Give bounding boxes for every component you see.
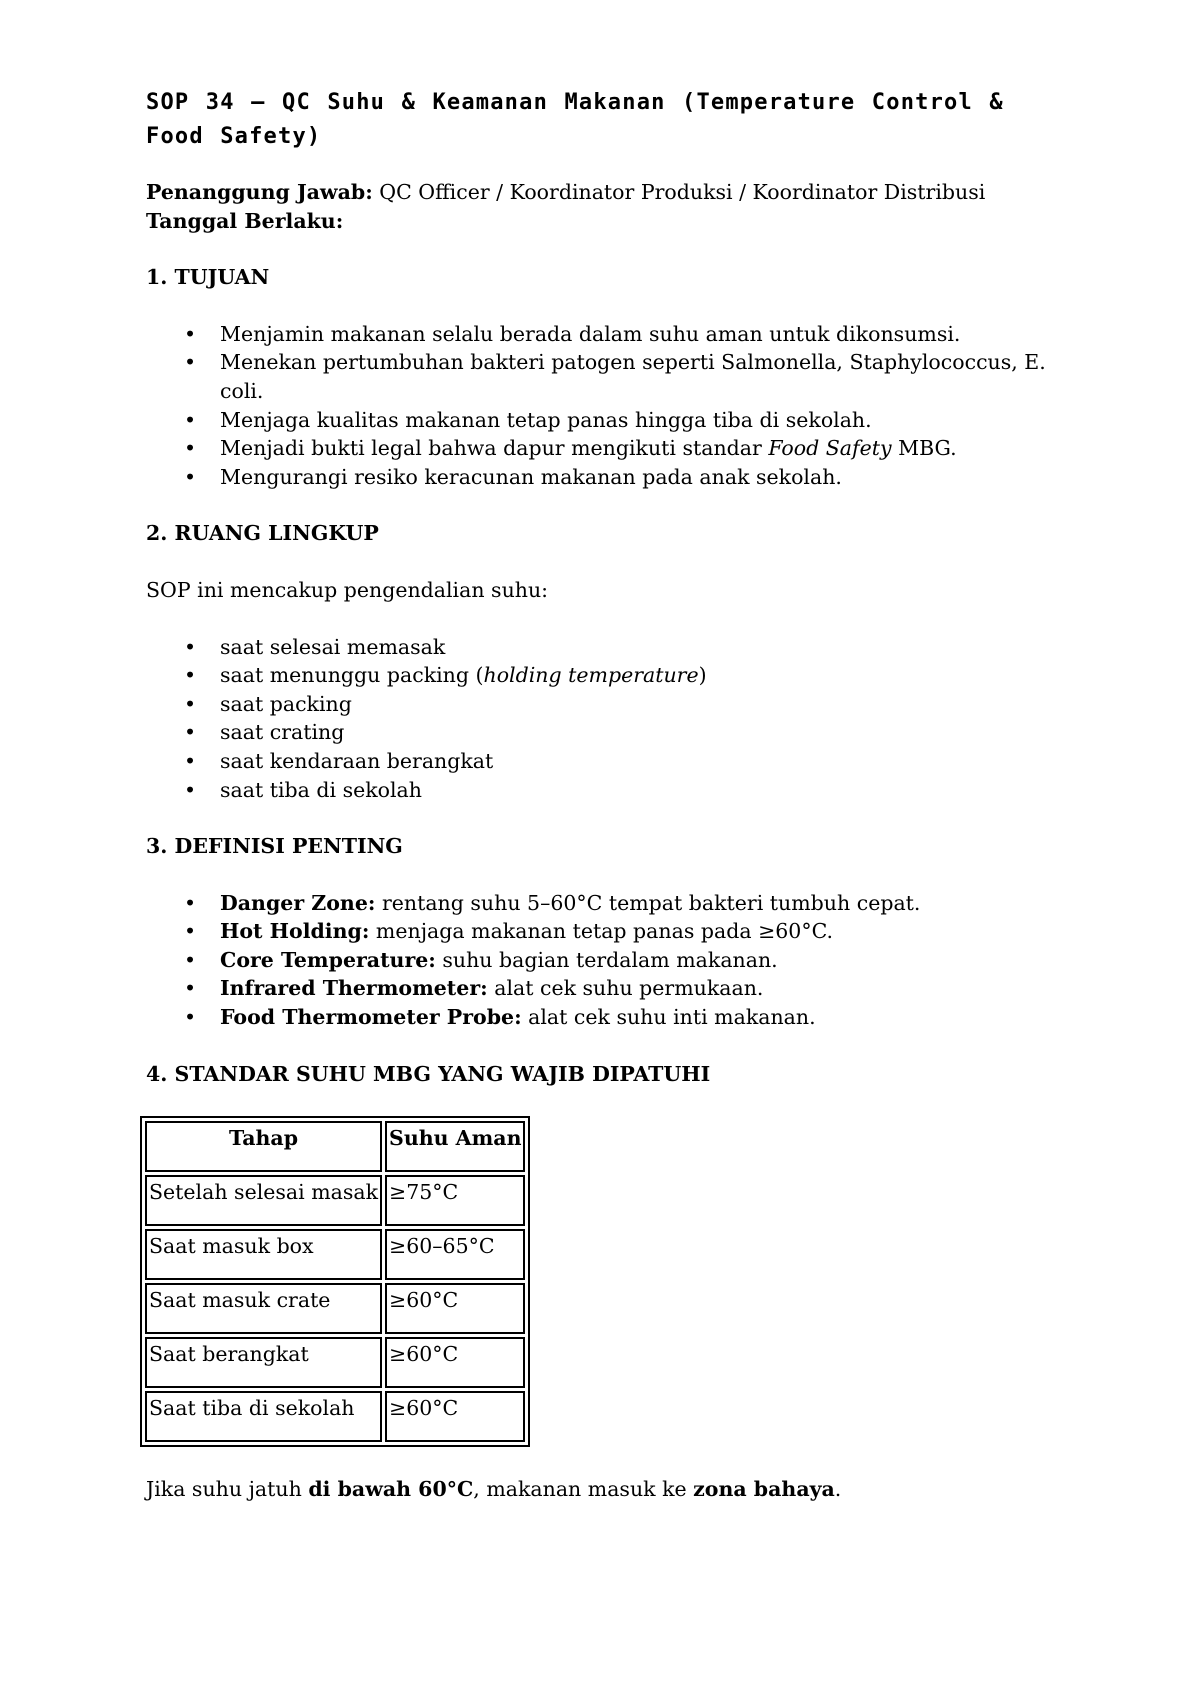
- responsible-label: Penanggung Jawab:: [146, 180, 373, 204]
- definition-desc: alat cek suhu inti makanan.: [521, 1005, 816, 1030]
- section-heading-ruang-lingkup: 2. RUANG LINGKUP: [146, 521, 379, 546]
- list-item-emphasis: holding temperature: [483, 663, 699, 688]
- definition-desc: alat cek suhu permukaan.: [487, 976, 764, 1001]
- list-item: • saat packing: [146, 690, 1066, 719]
- definition-desc: suhu bagian terdalam makanan.: [435, 947, 778, 972]
- list-item-text: saat menunggu packing (: [220, 663, 484, 688]
- definition-desc: rentang suhu 5–60°C tempat bakteri tumbuh cepat.: [375, 890, 921, 915]
- list-item-text: ): [698, 663, 707, 688]
- table-cell: ≥60°C: [385, 1391, 525, 1442]
- closing-text: , makanan masuk ke: [473, 1477, 694, 1502]
- table-row: [145, 1283, 525, 1334]
- table-cell: ≥60°C: [385, 1283, 525, 1334]
- definition-item: [146, 917, 1066, 946]
- effective-date-label: Tanggal Berlaku:: [146, 208, 344, 233]
- table-row: [145, 1337, 525, 1388]
- table-header-row: [145, 1121, 525, 1172]
- definition-item: [146, 974, 1066, 1003]
- list-item: • Menekan pertumbuhan bakteri patogen seperti Salmonella, Staphylococcus, E. coli.: [146, 348, 1066, 405]
- document-page: [146, 86, 1066, 1504]
- definisi-list: [146, 889, 1066, 1032]
- list-item: • Menjaga kualitas makanan tetap panas hingga tiba di sekolah.: [146, 406, 1066, 435]
- ruang-lingkup-intro: SOP ini mencakup pengendalian suhu:: [146, 577, 549, 602]
- table-row: [145, 1229, 525, 1280]
- list-item: • Mengurangi resiko keracunan makanan pada anak sekolah.: [146, 463, 1066, 492]
- effective-date-line: [146, 207, 1066, 236]
- list-item: [146, 434, 1066, 463]
- responsible-line: [146, 178, 1066, 207]
- table-cell: Saat tiba di sekolah: [145, 1391, 382, 1442]
- table-cell: Saat masuk box: [145, 1229, 382, 1280]
- table-row: [145, 1391, 525, 1442]
- title-line-2: Food Safety): [146, 124, 322, 149]
- definition-desc: menjaga makanan tetap panas pada ≥60°C.: [369, 919, 834, 944]
- definition-item: [146, 889, 1066, 918]
- tujuan-list: [146, 320, 1066, 492]
- responsible-value: QC Officer / Koordinator Produksi / Koordinator Distribusi: [372, 180, 986, 204]
- closing-text: Jika suhu jatuh: [146, 1477, 309, 1502]
- table-cell: ≥60–65°C: [385, 1229, 525, 1280]
- table-cell: ≥75°C: [385, 1175, 525, 1226]
- definition-term: Food Thermometer Probe:: [220, 1005, 522, 1030]
- table-cell: Saat masuk crate: [145, 1283, 382, 1334]
- table-header-cell: Suhu Aman: [385, 1121, 525, 1172]
- ruang-lingkup-list: [146, 633, 1066, 805]
- closing-emphasis: zona bahaya: [693, 1477, 835, 1502]
- table-row: [145, 1175, 525, 1226]
- definition-item: [146, 946, 1066, 975]
- definition-term: Hot Holding:: [220, 919, 370, 944]
- list-item-text: Menjadi bukti legal bahwa dapur mengikuti standar: [220, 436, 769, 461]
- definition-term: Danger Zone:: [220, 890, 376, 915]
- closing-statement: [146, 1475, 1066, 1504]
- list-item-text: MBG.: [891, 436, 957, 461]
- list-item: • Menjamin makanan selalu berada dalam suhu aman untuk dikonsumsi.: [146, 320, 1066, 349]
- list-item: • saat crating: [146, 718, 1066, 747]
- table-cell: Saat berangkat: [145, 1337, 382, 1388]
- table-cell: Setelah selesai masak: [145, 1175, 382, 1226]
- document-meta: [146, 178, 1066, 235]
- list-item: • saat kendaraan berangkat: [146, 747, 1066, 776]
- list-item: • saat selesai memasak: [146, 633, 1066, 662]
- title-line-1: SOP 34 – QC Suhu & Keamanan Makanan (Temperature Control &: [146, 90, 1004, 115]
- list-item: [146, 661, 1066, 690]
- list-item-emphasis: Food Safety: [768, 436, 892, 461]
- definition-term: Infrared Thermometer:: [220, 976, 488, 1001]
- document-title: [146, 86, 1066, 154]
- closing-text: .: [834, 1477, 842, 1502]
- definition-term: Core Temperature:: [220, 947, 436, 972]
- closing-emphasis: di bawah 60°C: [308, 1477, 474, 1502]
- table-header-cell: Tahap: [145, 1121, 382, 1172]
- temperature-standard-table: [140, 1116, 530, 1447]
- table-cell: ≥60°C: [385, 1337, 525, 1388]
- section-heading-tujuan: 1. TUJUAN: [146, 265, 270, 290]
- section-heading-definisi: 3. DEFINISI PENTING: [146, 834, 403, 859]
- section-heading-standar-suhu: 4. STANDAR SUHU MBG YANG WAJIB DIPATUHI: [146, 1061, 711, 1086]
- list-item: • saat tiba di sekolah: [146, 776, 1066, 805]
- definition-item: [146, 1003, 1066, 1032]
